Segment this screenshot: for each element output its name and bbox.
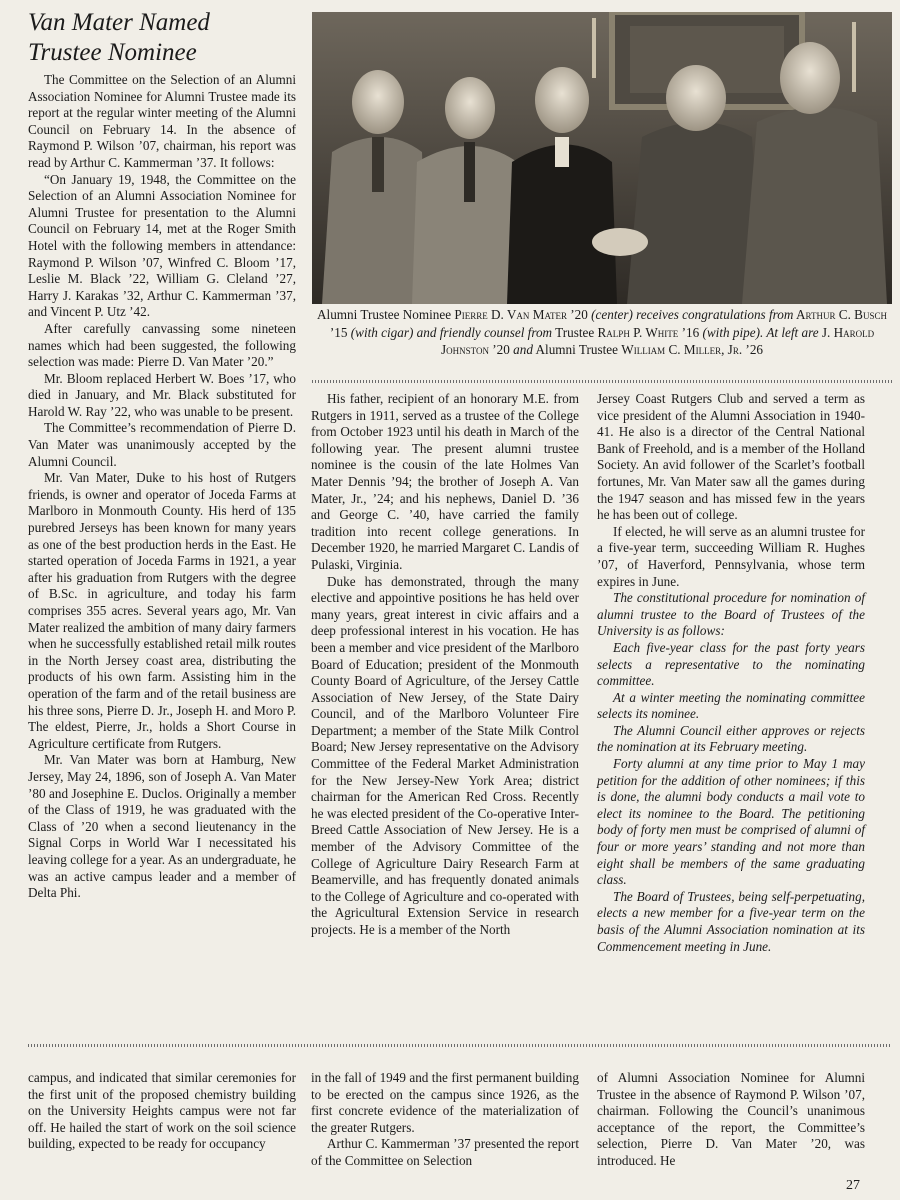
paragraph: “On January 19, 1948, the Committee on the Selection of an Alumni Association Nominee for Alumni Trustee for presentation to the Alumni Council on February 14, met at the Roger Smith Hotel with the following members in attendance: Raymond P. Wilson ’07, Winfred C. Bloom ’17, Leslie M. Black ’22, William G. Cleland ’27, Harry J. Karakas ’32, Arthur C. Kammerman ’37, and Vincent P. Utz ’42. — [28, 171, 296, 320]
paragraph: Jersey Coast Rutgers Club and served a term as vice president of the Alumni Association in 1940-41. He also is a director of the Central National Bank of Freehold, and is a member of the Holland Society. An avid follower of the Scarlet’s football fortunes, Mr. Van Mater saw all the games during the 1947 season and has missed few in the years he has been out of college. — [597, 391, 865, 523]
paragraph: Mr. Bloom replaced Herbert W. Boes ’17, who died in January, and Mr. Black substituted for Harold W. Ray ’22, who was unable to be present. — [28, 370, 296, 419]
divider-rule — [312, 380, 892, 383]
paragraph: campus, and indicated that similar ceremonies for the first unit of the proposed chemistry building on the University Heights campus were not far off. He hailed the start of work on the soil science building, expected to be ready for occupancy — [28, 1070, 296, 1152]
article-column-2 — [311, 391, 579, 939]
paragraph: If elected, he will serve as an alumni trustee for a five-year term, succeeding William R. Hughes ’07, of Haverford, Pennsylvania, whose term expires in June. — [597, 523, 865, 589]
article-column-1 — [28, 72, 296, 902]
paragraph: The Committee on the Selection of an Alumni Association Nominee for Alumni Trustee made its report at the regular winter meeting of the Alumni Council on February 14. In the absence of Raymond P. Wilson ’07, chairman, his report was read by Arthur C. Kammerman ’37. It follows: — [28, 72, 296, 170]
article-column-3 — [597, 391, 865, 955]
paragraph: Duke has demonstrated, through the many elective and appointive positions he has held over many years, great interest in civic affairs and a deep professional interest in his vocation. He has been a member and vice president of the Marlboro Board of Education; president of the Monmouth County Board of Agriculture, of the Jersey Cattle Association of New Jersey, of the State Dairy Council, and of the Marlboro Volunteer Fire Department; a member of the State Milk Control Board; New Jersey representative on the Advisory Committee of the Federal Market Administration for the New Jersey-New York Area; district chairman for the American Red Cross. Recently he was elected president of the Co-operative Inter-Breed Cattle Association of New Jersey. He is a member of the Advisory Committee of the College of Agriculture Dairy Research Farm at Beamerville, and has frequently donated animals to the College of Agriculture and co-operated with the Agricultural Extension Service in research projects. He is a member of the North — [311, 573, 579, 937]
paragraph: His father, recipient of an honorary M.E. from Rutgers in 1911, served as a trustee of the College from October 1923 until his death in March of the following year. The present alumni trustee nominee is the cousin of the late Holmes Van Mater Dennis ’94; the brother of Joseph A. Van Mater, Jr., ’24; and his nephews, Daniel D. ’36 and George C. ’40, have carried the family tradition into recent college generations. In December 1920, he married Margaret C. Landis of Pulaski, Virginia. — [311, 391, 579, 572]
procedure-paragraph: Each five-year class for the past forty years selects a representative to the nominating committee. — [597, 639, 865, 689]
procedure-paragraph: The constitutional procedure for nomination of alumni trustee to the Board of Trustees of the University is as follows: — [597, 590, 865, 639]
procedure-paragraph: The Board of Trustees, being self-perpetuating, elects a new member for a five-year term on the basis of the Alumni Association nomination at its Commencement meeting in June. — [597, 888, 865, 954]
photo-caption: Alumni Trustee Nominee Pierre D. Van Mater ’20 (center) receives congratulations from Arthur C. Busch ’15 (with cigar) and friendly counsel from Trustee Ralph P. White ’16 (with pipe). At left are J. Harold Johnston ’20 and Alumni Trustee William C. Miller, Jr. ’26 — [317, 307, 887, 357]
headline-line-1: Van Mater Named — [28, 9, 210, 36]
procedure-paragraph: Forty alumni at any time prior to May 1 may petition for the addition of other nominees; if this is done, the alumni body conducts a mail vote to elect its nominee to the Board. The petitioning body of forty men must be comprised of alumni of four or more years’ standing and not more than eight shall be members of the same graduating class. — [597, 756, 865, 888]
paragraph: in the fall of 1949 and the first permanent building to be erected on the campus since 1926, as the first concrete evidence of the materialization of the greater Rutgers. — [311, 1070, 579, 1135]
continued-column-1 — [28, 1070, 296, 1153]
procedure-paragraph: The Alumni Council either approves or rejects the nomination at its February meeting. — [597, 722, 865, 755]
group-photo — [312, 12, 892, 304]
headline — [28, 8, 298, 68]
paragraph: After carefully canvassing some nineteen names which had been suggested, the following selection was made: Pierre D. Van Mater ’20.” — [28, 320, 296, 370]
continued-column-2 — [311, 1070, 579, 1170]
section-divider-rule — [28, 1044, 892, 1047]
page-number: 27 — [846, 1178, 860, 1193]
continued-column-3 — [597, 1070, 865, 1170]
procedure-paragraph: At a winter meeting the nominating committee selects its nominee. — [597, 689, 865, 722]
paragraph: Mr. Van Mater was born at Hamburg, New Jersey, May 24, 1896, son of Joseph A. Van Mater ’80 and Josephine E. Duclos. Originally a member of the Class of 1919, he was graduated with the Class of ’20 when a second lieutenancy in the Signal Corps in World War I necessitated his leaving college for a year. As an undergraduate, he was an active campus leader and a member of Delta Phi. — [28, 752, 296, 901]
paragraph: Mr. Van Mater, Duke to his host of Rutgers friends, is owner and operator of Joceda Farms at Marlboro in Monmouth County. His herd of 135 purebred Jerseys has been known for many years as one of the best production herds in the East. He started operation of Joceda Farms in 1921, a year after his graduation from Rutgers with the degree of B.Sc. in agriculture, and today his farm comprises 355 acres. Several years ago, Mr. Van Mater realized the ambition of many dairy farmers when he successfully established retail milk routes in the North Jersey coast area, distributing the products of his own farm. Assisting him in the operation of the farm and of the retail business are his three sons, Pierre D. Jr., Joseph H. and Moro P. The eldest, Pierre, Jr., holds a Short Course in Agriculture certificate from Rutgers. — [28, 470, 296, 751]
headline-line-2: Trustee Nominee — [28, 39, 197, 66]
paragraph: of Alumni Association Nominee for Alumni Trustee in the absence of Raymond P. Wilson ’07, chairman. Following the Council’s unanimous acceptance of the report, the Committee’s selection, Pierre D. Van Mater ’20, was introduced. He — [597, 1070, 865, 1168]
photo-illustration — [312, 12, 892, 304]
paragraph: Arthur C. Kammerman ’37 presented the report of the Committee on Selection — [311, 1136, 579, 1168]
paragraph: The Committee’s recommendation of Pierre D. Van Mater was unanimously accepted by the Alumni Council. — [28, 420, 296, 469]
